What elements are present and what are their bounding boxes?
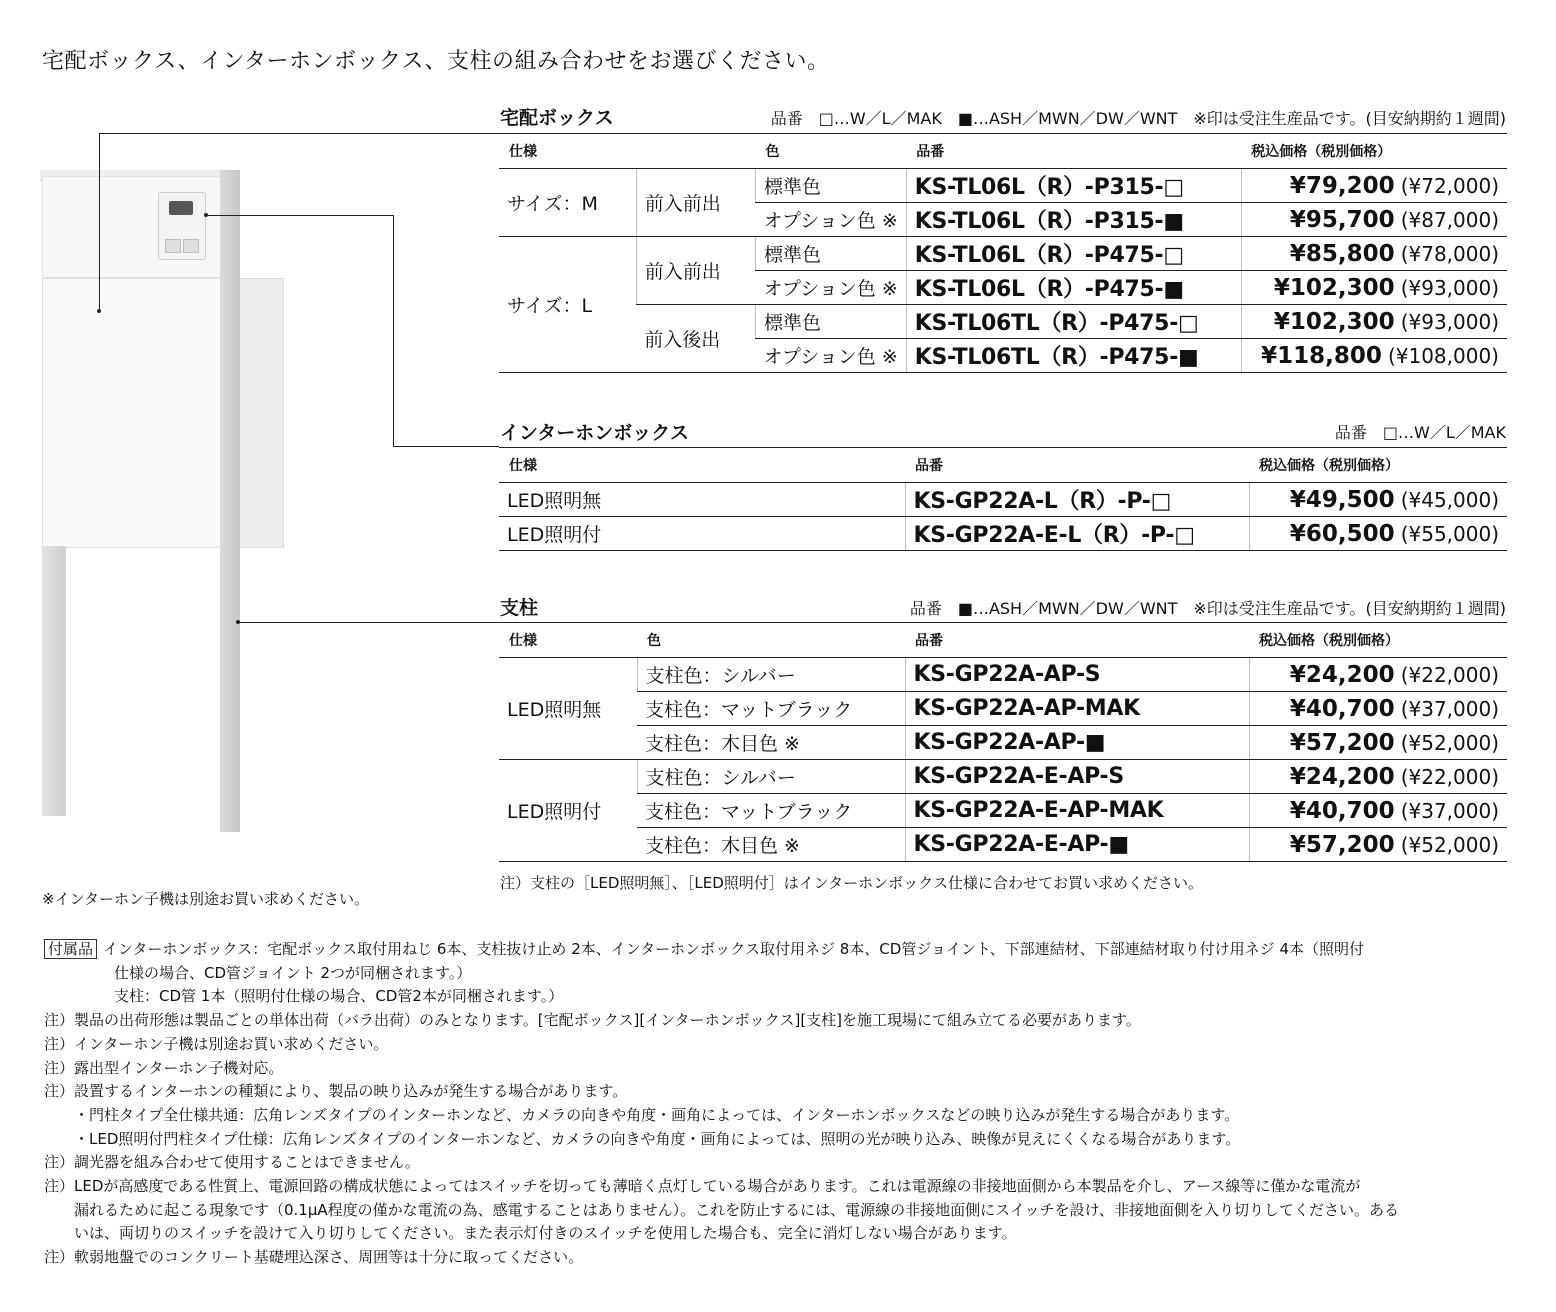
- color-cell: 支柱色：シルバー: [637, 658, 905, 692]
- header-price: 税込価格（税別価格）: [1241, 134, 1507, 169]
- intercom-button: [183, 239, 199, 253]
- header-color: 色: [755, 134, 906, 169]
- type-front-front: 前入前出: [636, 169, 755, 237]
- note-line: 注）製品の出荷形態は製品ごとの単体出荷（バラ出荷）のみとなります。[宅配ボックス][インターホンボックス][支柱]を施工現場にて組み立てる必要があります。: [44, 1011, 1141, 1030]
- table-row: [499, 726, 1507, 760]
- note-line: ・LED照明付門柱タイプ仕様：広角レンズタイプのインターホンなど、カメラの向きや角度・画角によっては、照明の光が映り込み、映像が見えにくくなる場合があります。: [74, 1129, 1241, 1148]
- note-line: 漏れるために起こる現象です（0.1μA程度の僅かな電流の為、感電することはありません）。これを防止するには、電源線の非接地面側にスイッチを設け、非接地面側を入り切りしてください。ある: [74, 1200, 1399, 1219]
- table-row: [499, 237, 1507, 271]
- accessory-line: 仕様の場合、CD管ジョイント 2つが同梱されます。）: [114, 963, 472, 982]
- accessory-line: 支柱：CD管 1本（照明付仕様の場合、CD管2本が同梱されます。）: [114, 987, 564, 1006]
- price-cell: ¥60,500 (¥55,000): [1249, 517, 1507, 551]
- code-cell: KS-GP22A-AP-■: [905, 726, 1249, 760]
- type-front-front: 前入前出: [636, 237, 755, 305]
- header-code: 品番: [905, 623, 1249, 658]
- header-code: 品番: [906, 134, 1241, 169]
- code-cell: KS-TL06L（R）-P315-□: [906, 169, 1241, 203]
- code-cell: KS-TL06TL（R）-P475-■: [906, 339, 1241, 373]
- pillar-title: 支柱: [500, 597, 539, 619]
- pillar-footnote: 注）支柱の［LED照明無］、［LED照明付］はインターホンボックス仕様に合わせてお買い求めください。: [500, 874, 1204, 892]
- header-color: 色: [637, 623, 905, 658]
- header-price: 税込価格（税別価格）: [1249, 623, 1507, 658]
- delivery-box-table: [499, 133, 1507, 373]
- code-cell: KS-TL06TL（R）-P475-□: [906, 305, 1241, 339]
- camera-icon: [169, 201, 193, 215]
- header-spec: 仕様: [499, 448, 905, 483]
- illustration-note: ※インターホン子機は別途お買い求めください。: [42, 890, 369, 908]
- intercom-box-title: インターホンボックス: [500, 422, 690, 444]
- table-row: [499, 305, 1507, 339]
- delivery-box-title: 宅配ボックス: [500, 107, 614, 129]
- price-cell: ¥102,300 (¥93,000): [1241, 271, 1507, 305]
- price-cell: ¥49,500 (¥45,000): [1249, 483, 1507, 517]
- leader-line: [206, 215, 394, 216]
- pillar-left: [42, 546, 66, 816]
- color-cell: 標準色: [755, 237, 906, 271]
- header-price: 税込価格（税別価格）: [1249, 448, 1507, 483]
- note-line: 注）LEDが高感度である性質上、電源回路の構成状態によってはスイッチを切っても薄暗く点灯している場合があります。これは電源線の非接地面側から本製品を介し、アース線等に僅かな電流が: [44, 1177, 1361, 1196]
- delivery-box-note: 品番 □…W／L／MAK ■…ASH／MWN／DW／WNT ※印は受注生産品です。(目安納期約１週間): [770, 109, 1506, 128]
- note-line: 注）インターホン子機は別途お買い求めください。: [44, 1034, 389, 1053]
- table-row: [499, 169, 1507, 203]
- intercom-unit: [158, 192, 206, 260]
- leader-dot: [236, 620, 240, 624]
- price-cell: ¥57,200 (¥52,000): [1249, 726, 1507, 760]
- table-row: [499, 517, 1507, 551]
- code-cell: KS-GP22A-AP-S: [905, 658, 1249, 692]
- price-cell: ¥40,700 (¥37,000): [1249, 692, 1507, 726]
- price-cell: ¥118,800 (¥108,000): [1241, 339, 1507, 373]
- color-cell: 支柱色：マットブラック: [637, 794, 905, 828]
- color-cell: 標準色: [755, 305, 906, 339]
- accessory-tag: 付属品: [44, 939, 97, 959]
- price-cell: ¥79,200 (¥72,000): [1241, 169, 1507, 203]
- table-row: [499, 760, 1507, 794]
- code-cell: KS-GP22A-L（R）-P-□: [905, 483, 1249, 517]
- header-spec: 仕様: [499, 134, 755, 169]
- leader-dot: [97, 309, 101, 313]
- accessory-line: インターホンボックス：宅配ボックス取付用ねじ 6本、支柱抜け止め 2本、インターホンボックス取付用ネジ 8本、CD管ジョイント、下部連結材、下部連結材取り付け用ネジ 4本（照明付: [103, 940, 1364, 958]
- code-cell: KS-GP22A-E-L（R）-P-□: [905, 517, 1249, 551]
- spec-led: LED照明付: [499, 760, 637, 862]
- color-cell: 支柱色：木目色 ※: [637, 726, 905, 760]
- notes-section: [44, 938, 1514, 1270]
- pillar-note: 品番 ■…ASH／MWN／DW／WNT ※印は受注生産品です。(目安納期約１週間): [909, 599, 1506, 618]
- code-cell: KS-GP22A-AP-MAK: [905, 692, 1249, 726]
- price-cell: ¥24,200 (¥22,000): [1249, 658, 1507, 692]
- color-cell: オプション色 ※: [755, 203, 906, 237]
- header-spec: 仕様: [499, 623, 637, 658]
- intro-text: 宅配ボックス、インターホンボックス、支柱の組み合わせをお選びください。: [42, 49, 830, 74]
- leader-line: [99, 133, 499, 134]
- color-cell: オプション色 ※: [755, 271, 906, 305]
- size-m: サイズ：M: [499, 169, 636, 237]
- intercom-box-table: [499, 447, 1507, 551]
- note-line: ・門柱タイプ全仕様共通：広角レンズタイプのインターホンなど、カメラの向きや角度・画角によっては、インターホンボックスなどの映り込みが発生する場合があります。: [74, 1105, 1240, 1124]
- price-cell: ¥24,200 (¥22,000): [1249, 760, 1507, 794]
- pillar-table: [499, 622, 1507, 862]
- type-front-back: 前入後出: [636, 305, 755, 373]
- leader-line: [393, 446, 499, 447]
- intercom-box-note: 品番 □…W／L／MAK: [1334, 423, 1506, 442]
- table-row: [499, 658, 1507, 692]
- delivery-box-body: [42, 278, 222, 548]
- price-cell: ¥57,200 (¥52,000): [1249, 828, 1507, 862]
- code-cell: KS-GP22A-E-AP-MAK: [905, 794, 1249, 828]
- code-cell: KS-TL06L（R）-P475-■: [906, 271, 1241, 305]
- pillar-right: [220, 170, 240, 832]
- price-cell: ¥85,800 (¥78,000): [1241, 237, 1507, 271]
- code-cell: KS-TL06L（R）-P475-□: [906, 237, 1241, 271]
- code-cell: KS-GP22A-E-AP-■: [905, 828, 1249, 862]
- note-line: 注）軟弱地盤でのコンクリート基礎埋込深さ、周囲等は十分に取ってください。: [44, 1248, 584, 1267]
- price-cell: ¥102,300 (¥93,000): [1241, 305, 1507, 339]
- spec-cell: LED照明付: [499, 517, 905, 551]
- table-row: [499, 794, 1507, 828]
- code-cell: KS-TL06L（R）-P315-■: [906, 203, 1241, 237]
- leader-line: [393, 215, 394, 446]
- spec-cell: LED照明無: [499, 483, 905, 517]
- size-l: サイズ：L: [499, 237, 636, 373]
- spec-no-led: LED照明無: [499, 658, 637, 760]
- price-cell: ¥95,700 (¥87,000): [1241, 203, 1507, 237]
- code-cell: KS-GP22A-E-AP-S: [905, 760, 1249, 794]
- header-code: 品番: [905, 448, 1249, 483]
- color-cell: 支柱色：シルバー: [637, 760, 905, 794]
- leader-dot: [204, 213, 208, 217]
- color-cell: 支柱色：マットブラック: [637, 692, 905, 726]
- product-illustration: [40, 170, 300, 840]
- intercom-button: [165, 239, 181, 253]
- color-cell: 支柱色：木目色 ※: [637, 828, 905, 862]
- price-cell: ¥40,700 (¥37,000): [1249, 794, 1507, 828]
- table-row: [499, 483, 1507, 517]
- note-line: 注）設置するインターホンの種類により、製品の映り込みが発生する場合があります。: [44, 1082, 628, 1101]
- leader-line: [99, 133, 100, 311]
- color-cell: オプション色 ※: [755, 339, 906, 373]
- leader-line: [238, 622, 499, 623]
- note-line: いは、両切りのスイッチを設けて入り切りしてください。また表示灯付きのスイッチを使用した場合も、完全に消灯しない場合があります。: [74, 1224, 1017, 1243]
- table-row: [499, 828, 1507, 862]
- note-line: 注）露出型インターホン子機対応。: [44, 1058, 284, 1077]
- note-line: 注）調光器を組み合わせて使用することはできません。: [44, 1153, 420, 1172]
- table-row: [499, 692, 1507, 726]
- color-cell: 標準色: [755, 169, 906, 203]
